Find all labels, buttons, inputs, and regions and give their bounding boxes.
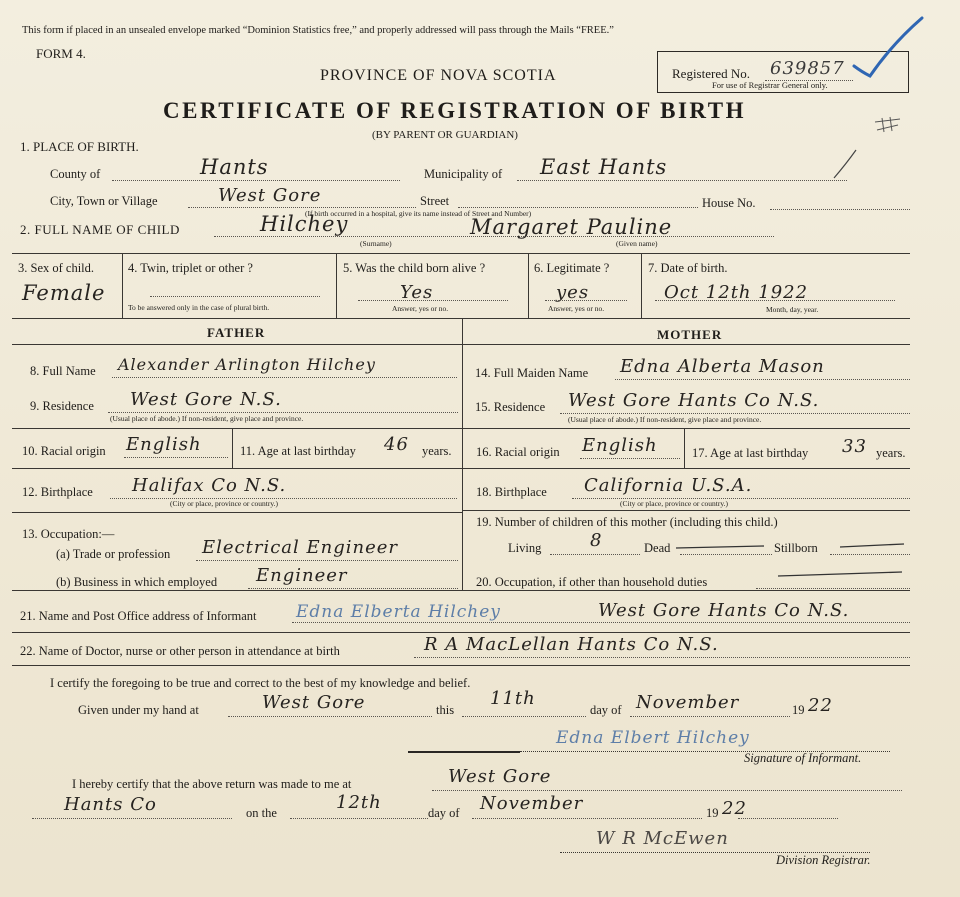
mother-birthplace-label: 18. Birthplace [476,485,547,499]
father-age-value: 46 [384,434,409,455]
province-heading: PROVINCE OF NOVA SCOTIA [320,67,557,84]
given-day-value: 11th [490,688,536,709]
sex-value: Female [22,281,106,305]
legitimate-note: Answer, yes or no. [548,304,605,313]
mother-name-label: 14. Full Maiden Name [475,366,589,380]
informant-signature: Edna Elbert Hilchey [556,728,750,748]
certificate-subtitle: (BY PARENT OR GUARDIAN) [372,129,518,141]
registrar-day-value: 12th [336,792,382,813]
child-surname-value: Hilchey [260,212,349,236]
father-racial-value: English [126,434,202,455]
registrar-stamp-icon [872,114,906,136]
registrar-county-value: Hants Co [64,794,157,815]
father-residence-value: West Gore N.S. [130,389,282,410]
father-birthplace-value: Halifax Co N.S. [132,475,287,496]
sex-label: 3. Sex of child. [18,261,95,275]
legitimate-value: yes [556,282,590,303]
alive-value: Yes [400,282,434,303]
municipality-value: East Hants [540,155,668,179]
mother-heading: MOTHER [657,327,723,342]
father-age-unit: years. [422,444,452,458]
mother-residence-label: 15. Residence [475,400,546,414]
mother-residence-value: West Gore Hants Co N.S. [568,390,820,411]
trade-label: (a) Trade or profession [56,547,171,561]
informant-address-value: West Gore Hants Co N.S. [598,600,850,621]
father-birthplace-note: (City or place, province or country.) [170,499,279,508]
mother-residence-note: (Usual place of abode.) If non-resident, give place and province. [568,415,762,424]
city-label: City, Town or Village [50,194,158,208]
father-name-value: Alexander Arlington Hilchey [118,355,376,374]
doctor-label: 22. Name of Doctor, nurse or other person in attendance at birth [20,644,340,658]
registrar-month-value: November [480,793,584,814]
father-racial-label: 10. Racial origin [22,444,106,458]
certificate-title: CERTIFICATE OF REGISTRATION OF BIRTH [163,98,746,123]
alive-note: Answer, yes or no. [392,304,449,313]
father-heading: FATHER [207,325,266,340]
mother-birthplace-note: (City or place, province or country.) [620,499,729,508]
registrar-year-value: 22 [722,798,747,819]
certify-statement: I certify the foregoing to be true and correct to the best of my knowledge and belief. [50,676,471,690]
city-value: West Gore [218,185,322,206]
registrar-place-value: West Gore [448,766,552,787]
legitimate-label: 6. Legitimate ? [534,261,610,275]
county-label: County of [50,167,101,181]
form-number: FORM 4. [36,46,86,61]
mother-age-unit: years. [876,446,906,460]
registered-number-note: For use of Registrar General only. [712,80,828,90]
registered-number-label: Registered No. [672,66,750,81]
date-of-birth-label: 7. Date of birth. [648,261,728,275]
mother-age-label: 17. Age at last birthday [692,446,809,460]
child-name-label: 2. FULL NAME OF CHILD [20,222,180,237]
municipality-label: Municipality of [424,167,503,181]
father-name-label: 8. Full Name [30,364,96,378]
father-residence-label: 9. Residence [30,399,94,413]
mailing-note: This form if placed in an unsealed envelope marked “Dominion Statistics free,” and properly addressed will pass through the Mails “FREE.” [22,25,614,36]
mother-name-value: Edna Alberta Mason [620,356,825,377]
registrar-signature: W R McEwen [596,828,729,849]
twin-label: 4. Twin, triplet or other ? [128,261,253,275]
informant-name-value: Edna Elberta Hilchey [296,602,501,622]
alive-label: 5. Was the child born alive ? [343,261,486,275]
father-age-label: 11. Age at last birthday [240,444,356,458]
on-the-label: on the [246,806,277,820]
house-number-label: House No. [702,196,756,210]
children-count-label: 19. Number of children of this mother (including this child.) [476,515,778,529]
mother-racial-value: English [582,435,658,456]
given-year-prefix: 19 [792,703,805,717]
registrar-caption: Division Registrar. [776,853,871,867]
mother-racial-label: 16. Racial origin [476,445,560,459]
street-label: Street [420,194,450,208]
given-month-value: November [636,692,740,713]
place-of-birth-heading: 1. PLACE OF BIRTH. [20,139,139,154]
hospital-note: (If birth occurred in a hospital, give its name instead of Street and Number) [305,209,532,218]
dead-label: Dead [644,541,671,555]
check-mark-icon [848,14,928,84]
registrar-year-prefix: 19 [706,806,719,820]
date-of-birth-value: Oct 12th 1922 [664,282,809,303]
registrar-statement: I hereby certify that the above return was made to me at [72,777,352,791]
given-place-value: West Gore [262,692,366,713]
registered-number-value: 639857 [770,58,845,79]
mother-occupation-label: 20. Occupation, if other than household duties [476,575,708,589]
father-occupation-label: 13. Occupation:— [22,527,115,541]
given-year-value: 22 [808,695,833,716]
doctor-value: R A MacLellan Hants Co N.S. [424,634,719,655]
living-value: 8 [590,530,603,551]
surname-caption: (Surname) [360,239,392,248]
stillborn-label: Stillborn [774,541,818,555]
given-name-caption: (Given name) [616,239,658,248]
given-day-of-label: day of [590,703,622,717]
mother-age-value: 33 [842,436,867,457]
mother-birthplace-value: California U.S.A. [584,475,753,496]
registrar-day-of-label: day of [428,806,460,820]
living-label: Living [508,541,542,555]
date-of-birth-note: Month, day, year. [766,305,819,314]
father-residence-note: (Usual place of abode.) If non-resident, give place and province. [110,414,304,423]
business-label: (b) Business in which employed [56,575,218,589]
informant-label: 21. Name and Post Office address of Informant [20,609,257,623]
trade-value: Electrical Engineer [202,537,399,558]
business-value: Engineer [256,565,348,586]
child-given-name-value: Margaret Pauline [470,215,673,239]
given-under-label: Given under my hand at [78,703,199,717]
father-birthplace-label: 12. Birthplace [22,485,93,499]
informant-signature-caption: Signature of Informant. [744,751,862,765]
twin-note: To be answered only in the case of plural birth. [128,303,270,312]
this-label: this [436,703,455,717]
county-value: Hants [200,155,269,179]
